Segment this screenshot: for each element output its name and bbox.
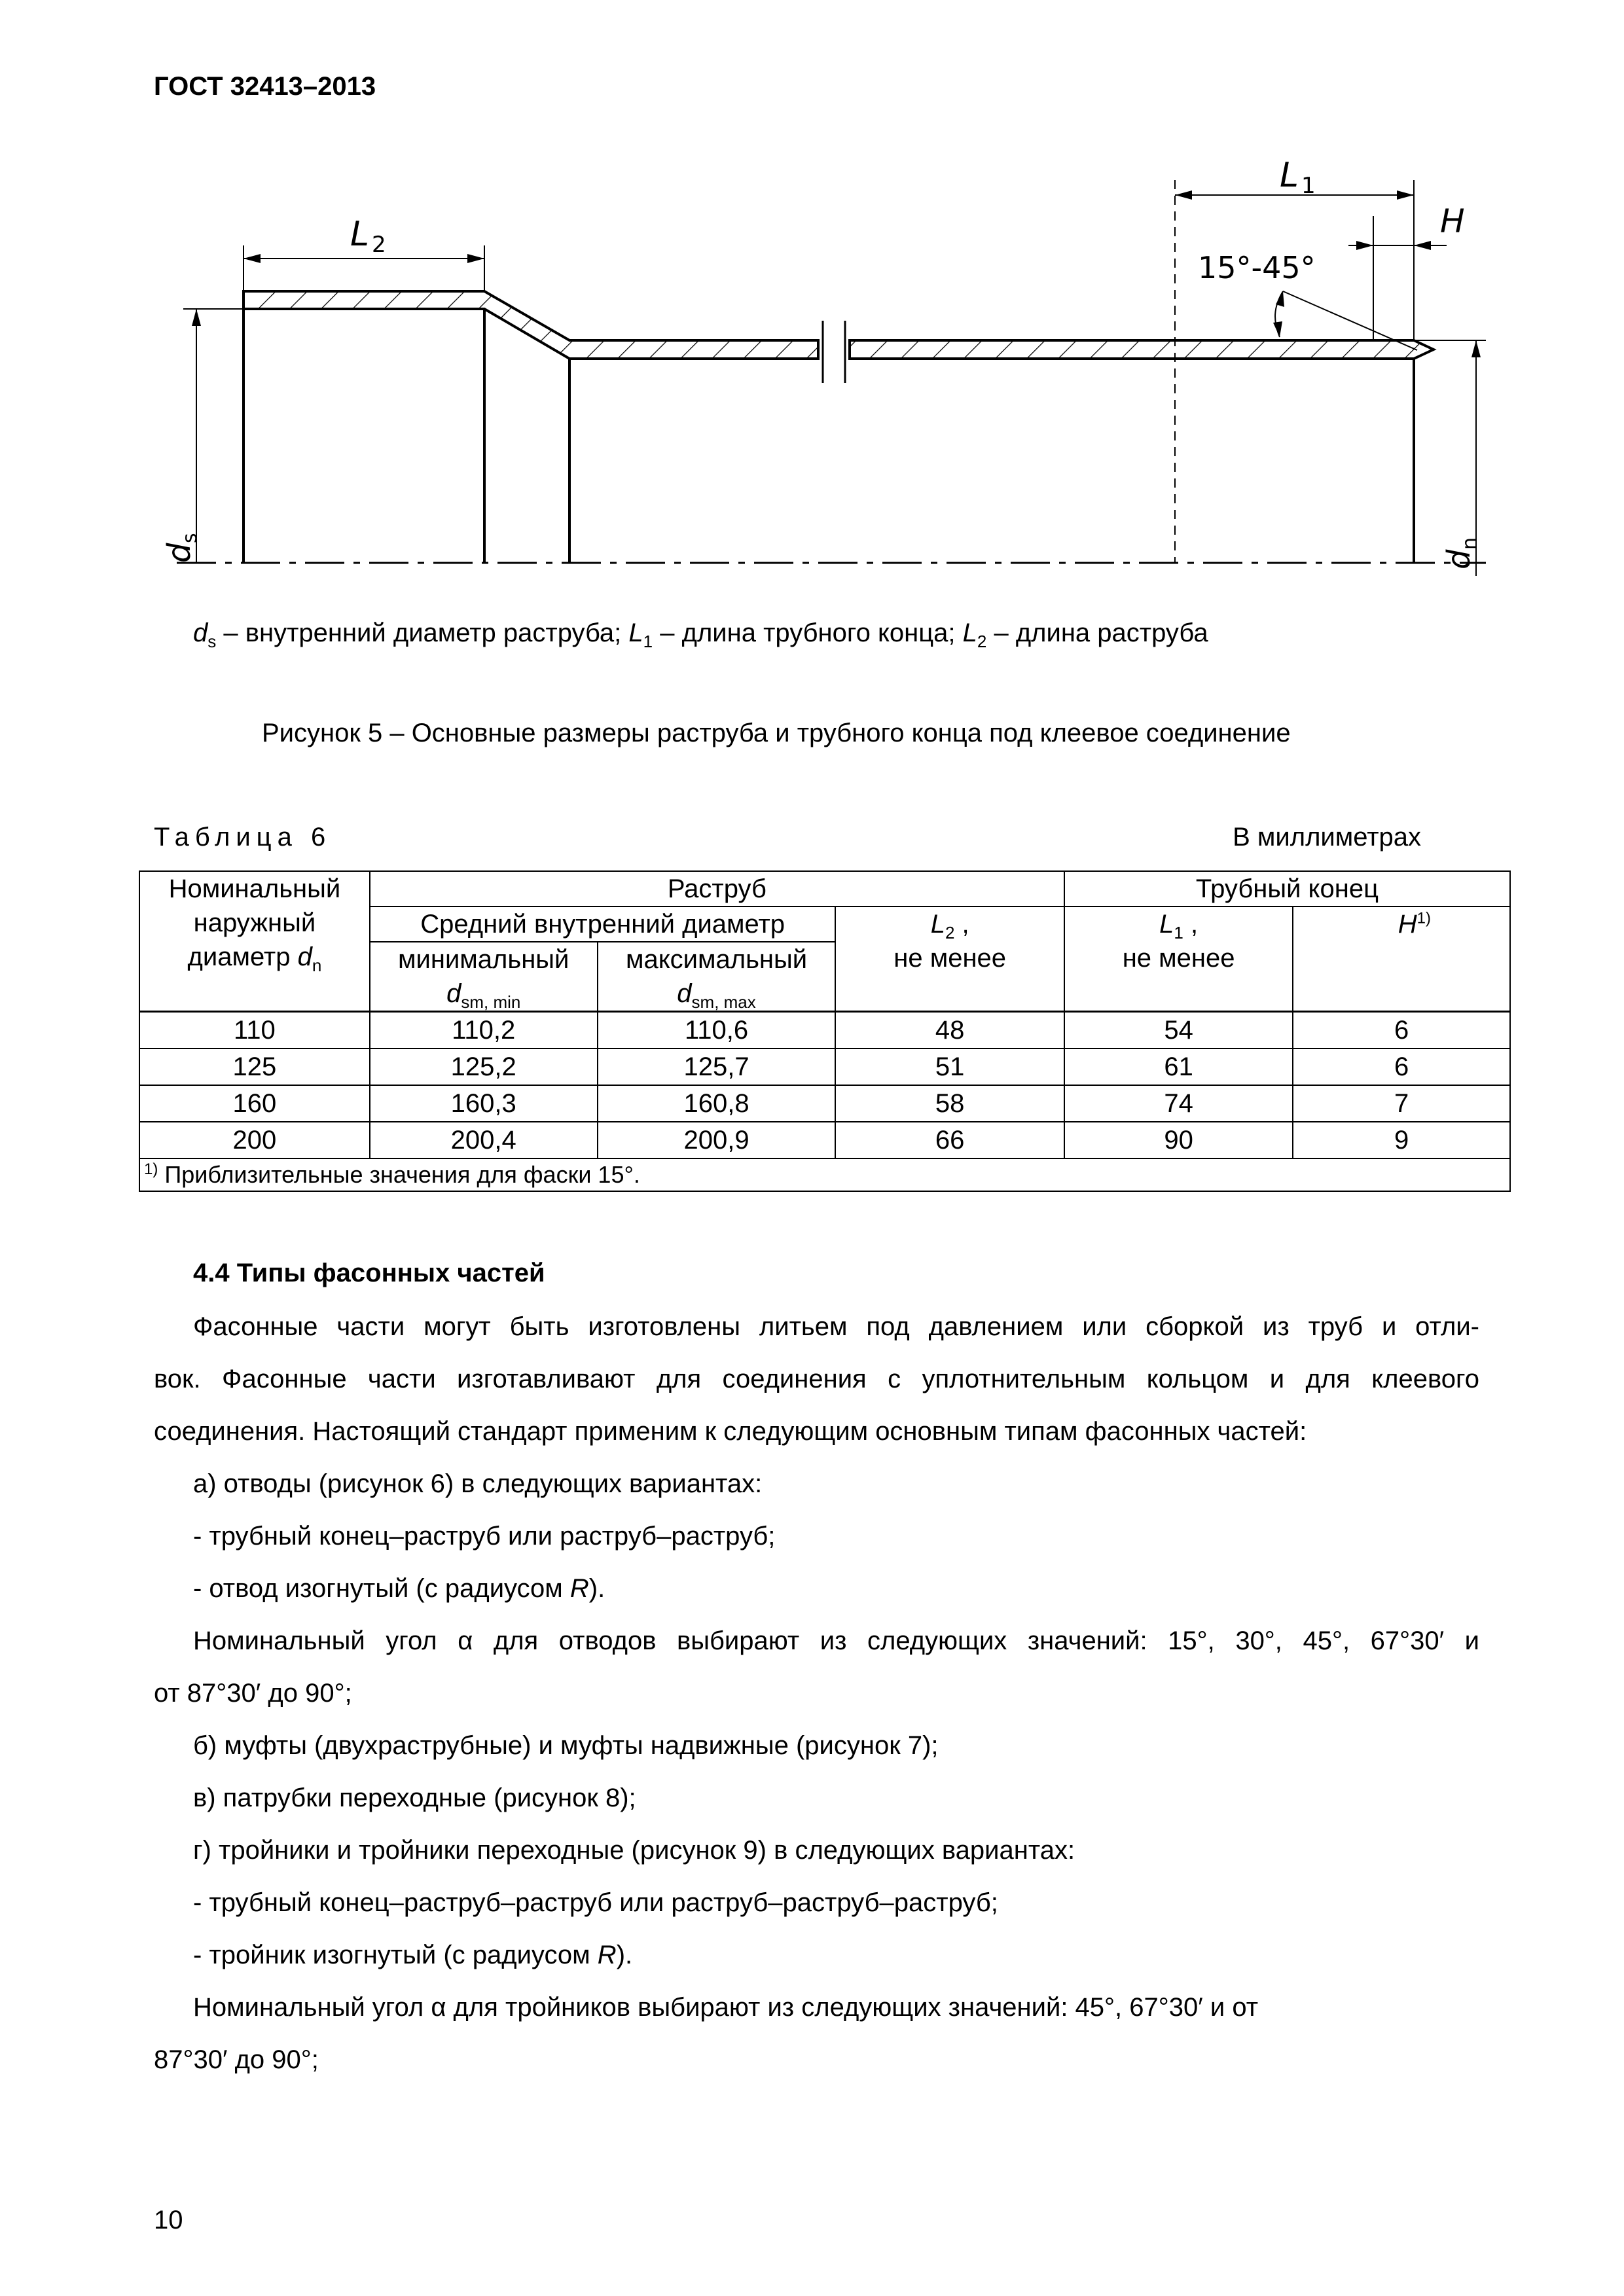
list-item: - тройник изогнутый (с радиусом R). xyxy=(193,1941,633,1969)
paragraph-line: Номинальный угол α для отводов выбирают из следующих значений: 15°, 30°, 45°, 67°30′ и xyxy=(193,1626,1479,1655)
table-header-row xyxy=(139,871,1510,906)
table-units: В миллиметрах xyxy=(1233,823,1421,852)
list-item: - трубный конец–раструб или раструб–раструб; xyxy=(193,1522,776,1551)
list-item: - отвод изогнутый (с радиусом R). xyxy=(193,1574,605,1603)
svg-text:2: 2 xyxy=(372,232,386,258)
th-H: H$^{1)}$ xyxy=(1293,906,1510,1012)
table-footnote-row xyxy=(139,1158,1510,1191)
svg-text:d: d xyxy=(1441,549,1477,569)
th-L1: $L_1$ , не менее xyxy=(1064,906,1293,1012)
list-item: а) отводы (рисунок 6) в следующих вариантах: xyxy=(193,1469,763,1498)
th-socket: Раструб xyxy=(370,871,1064,906)
paragraph-line: от 87°30′ до 90°; xyxy=(154,1679,352,1708)
list-item: в) патрубки переходные (рисунок 8); xyxy=(193,1784,636,1812)
th-min: минимальный $d_{sm, min}$ xyxy=(370,942,598,1012)
th-pipe-end: Трубный конец xyxy=(1064,871,1510,906)
document-header: ГОСТ 32413–2013 xyxy=(154,72,376,101)
pipe-end-wall xyxy=(850,340,1434,359)
paragraph-line: вок. Фасонные части изготавливают для соединения с уплотнительным кольцом и для клеевого xyxy=(154,1365,1479,1393)
table-row: 160 160,3 160,8 58 74 7 xyxy=(139,1085,1510,1122)
figure-legend: $d_s$ – внутренний диаметр раструба; $L_1$ – длина трубного конца; $L_2$ – длина раструба xyxy=(193,619,1208,651)
list-item: б) муфты (двухраструбные) и муфты надвижные (рисунок 7); xyxy=(193,1731,939,1760)
paragraph-line: Номинальный угол α для тройников выбирают из следующих значений: 45°, 67°30′ и от xyxy=(193,1993,1259,2022)
table-row: 125 125,2 125,7 51 61 6 xyxy=(139,1049,1510,1085)
socket-wall xyxy=(244,291,818,359)
th-mean-diameter: Средний внутренний диаметр xyxy=(370,906,836,942)
svg-text:L: L xyxy=(1280,156,1299,195)
th-max: максимальный $d_{sm, max}$ xyxy=(598,942,836,1012)
svg-text:15°-45°: 15°-45° xyxy=(1198,250,1316,285)
section-heading: 4.4 Типы фасонных частей xyxy=(193,1259,545,1287)
svg-text:H: H xyxy=(1440,202,1465,240)
list-item: - трубный конец–раструб–раструб или раструб–раструб–раструб; xyxy=(193,1888,998,1917)
table-label: Таблица 6 xyxy=(154,823,332,852)
svg-text:s: s xyxy=(179,533,202,543)
paragraph-line: 87°30′ до 90°; xyxy=(154,2045,319,2074)
list-item: г) тройники и тройники переходные (рисунок 9) в следующих вариантах: xyxy=(193,1836,1075,1865)
table-footnote: $^{1)}$ Приблизительные значения для фаски 15°. xyxy=(139,1158,1510,1191)
svg-text:n: n xyxy=(1458,537,1481,550)
svg-text:1: 1 xyxy=(1301,173,1316,199)
table-row: 200 200,4 200,9 66 90 9 xyxy=(139,1122,1510,1158)
page-number: 10 xyxy=(154,2206,183,2234)
th-L2: $L_2$ , не менее xyxy=(835,906,1064,1012)
svg-text:L: L xyxy=(350,215,369,254)
table-6 xyxy=(139,870,1511,1192)
table-row: 110 110,2 110,6 48 54 6 xyxy=(139,1012,1510,1049)
figure-caption: Рисунок 5 – Основные размеры раструба и трубного конца под клеевое соединение xyxy=(262,719,1291,747)
th-nominal-diameter: Номинальный наружный диаметр $d_n$ xyxy=(139,871,370,1012)
paragraph-line: Фасонные части могут быть изготовлены литьем под давлением или сборкой из труб и отли- xyxy=(193,1312,1479,1341)
svg-text:d: d xyxy=(161,543,198,563)
figure-5-drawing xyxy=(0,0,1624,622)
paragraph-line: соединения. Настоящий стандарт применим к следующим основным типам фасонных частей: xyxy=(154,1417,1307,1446)
